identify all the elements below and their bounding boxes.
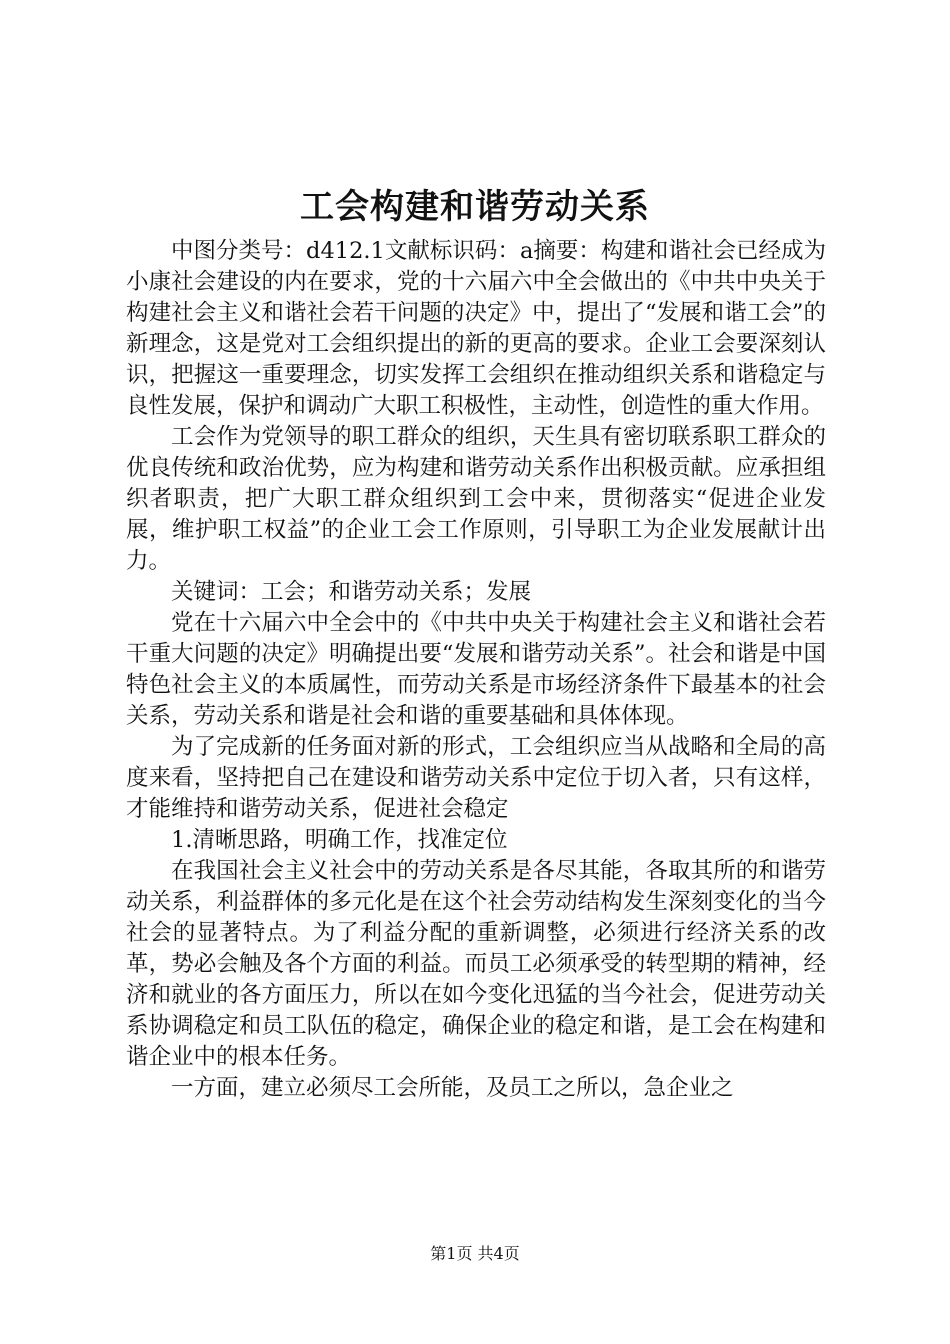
section-heading: 1.清晰思路，明确工作，找准定位: [171, 827, 508, 853]
document-body: [126, 236, 826, 1104]
page-footer: 第1页 共4页: [430, 1244, 520, 1263]
document-title: 工会构建和谐劳动关系: [300, 187, 650, 227]
body-paragraph: 一方面，建立必须尽工会所能，及员工之所以，急企业之: [171, 1075, 734, 1101]
body-paragraph: 在我国社会主义社会中的劳动关系是各尽其能，各取其所的和谐劳动关系，利益群体的多元化是在这个社会劳动结构发生深刻变化的当今社会的显著特点。为了利益分配的重新调整，必须进行经济关系的改革，势必会触及各个方面的利益。而员工必须承受的转型期的精神，经济和就业的各方面压力，所以在如今变化迅猛的当今社会，促进劳动关系协调稳定和员工队伍的稳定，确保企业的稳定和谐，是工会在构建和谐企业中的根本任务。: [126, 858, 826, 1070]
abstract-paragraph: 中图分类号：d412.1文献标识码：a摘要：构建和谐社会已经成为小康社会建设的内在要求，党的十六届六中全会做出的《中共中央关于构建社会主义和谐社会若干问题的决定》中，提出了“发展和谐工会”的新理念，这是党对工会组织提出的新的更高的要求。企业工会要深刻认识，把握这一重要理念，切实发挥工会组织在推动组织关系和谐稳定与良性发展，保护和调动广大职工积极性，主动性，创造性的重大作用。: [126, 238, 826, 419]
body-paragraph: 工会作为党领导的职工群众的组织，天生具有密切联系职工群众的优良传统和政治优势，应为构建和谐劳动关系作出积极贡献。应承担组织者职责，把广大职工群众组织到工会中来，贯彻落实“促进企业发展，维护职工权益”的企业工会工作原则，引导职工为企业发展献计出力。: [126, 424, 826, 574]
body-paragraph: 为了完成新的任务面对新的形式，工会组织应当从战略和全局的高度来看，坚持把自己在建设和谐劳动关系中定位于切入者，只有这样，才能维持和谐劳动关系，促进社会稳定: [126, 734, 826, 822]
keywords-line: 关键词：工会；和谐劳动关系；发展: [171, 579, 532, 605]
body-paragraph: 党在十六届六中全会中的《中共中央关于构建社会主义和谐社会若干重大问题的决定》明确提出要“发展和谐劳动关系”。社会和谐是中国特色社会主义的本质属性，而劳动关系是市场经济条件下最基本的社会关系，劳动关系和谐是社会和谐的重要基础和具体体现。: [126, 610, 826, 729]
